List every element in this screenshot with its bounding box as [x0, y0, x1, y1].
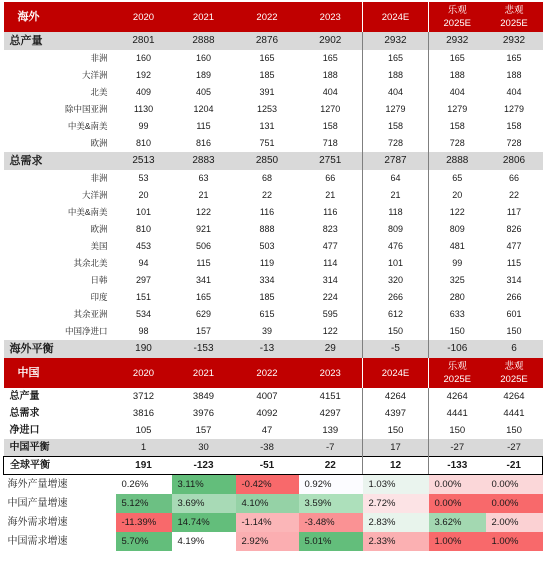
growth-rate-cell: -3.48% [299, 513, 363, 532]
production-value: 1253 [256, 104, 278, 114]
production-value: 405 [195, 87, 212, 97]
demand-value: 341 [195, 275, 212, 285]
global-balance-value: -133 [429, 457, 486, 475]
growth-rate-cell: 1.00% [486, 532, 543, 551]
demand-value: 101 [135, 207, 152, 217]
china-value: 3849 [192, 391, 215, 402]
china-value: 4007 [256, 391, 278, 402]
demand-value: 122 [195, 207, 212, 217]
demand-value: 99 [429, 255, 486, 272]
demand-region-row [4, 238, 543, 255]
region-label: 欧洲 [90, 224, 108, 234]
production-value: 158 [429, 118, 486, 135]
demand-value: 888 [259, 224, 275, 234]
demand-region-row [4, 306, 543, 323]
demand-value: 116 [323, 207, 338, 217]
production-total-value: 2932 [486, 32, 543, 50]
china-balance-value: 17 [363, 439, 429, 457]
demand-value: 150 [506, 326, 522, 336]
demand-value: 122 [429, 204, 486, 221]
production-value: 192 [135, 70, 152, 80]
growth-row [4, 475, 543, 495]
production-value: 158 [322, 121, 338, 131]
production-total-value: 2932 [429, 32, 486, 50]
china-value: 150 [429, 422, 486, 439]
china-value: 150 [506, 425, 522, 436]
demand-value: 21 [363, 187, 429, 204]
region-label: 中美&南美 [67, 121, 108, 131]
production-value: 165 [259, 53, 275, 63]
production-value: 1279 [503, 104, 525, 114]
demand-value: 21 [325, 190, 336, 200]
demand-value: 66 [325, 173, 336, 183]
demand-value: 157 [195, 326, 212, 336]
demand-value: 297 [135, 275, 152, 285]
production-value: 751 [259, 138, 275, 148]
row-label: 全球平衡 [4, 457, 116, 475]
demand-value: 114 [323, 258, 338, 268]
scenario-year: 2025E [500, 18, 528, 29]
growth-row [4, 494, 543, 513]
production-region-row [4, 101, 543, 118]
row-label: 总需求 [4, 152, 116, 170]
production-value: 1270 [320, 104, 341, 114]
china-value: 4151 [319, 391, 341, 402]
china-value: 4297 [319, 408, 341, 419]
production-value: 816 [195, 138, 212, 148]
demand-value: 334 [259, 275, 275, 285]
china-value: 105 [135, 425, 152, 436]
demand-value: 68 [261, 173, 272, 183]
china-balance-value: 30 [172, 439, 236, 457]
china-value: 4264 [363, 388, 429, 405]
production-value: 158 [506, 121, 522, 131]
demand-value: 117 [506, 207, 522, 217]
global-balance-row [4, 457, 543, 475]
global-balance-value: -51 [236, 457, 299, 475]
demand-total-value: 2850 [236, 152, 299, 170]
demand-value: 115 [506, 258, 522, 268]
demand-value: 66 [508, 173, 519, 183]
growth-rate-cell: 1.03% [363, 475, 429, 495]
overseas-balance-value: 190 [116, 340, 172, 358]
year-header: 2024E [363, 358, 429, 388]
overseas-balance-row [4, 340, 543, 358]
scenario-label: 乐观 [447, 5, 467, 16]
year-header: 2020 [116, 358, 172, 388]
production-value: 160 [195, 53, 212, 63]
demand-value: 20 [429, 187, 486, 204]
china-value: 4441 [503, 408, 525, 419]
overseas-demand-total-row [4, 152, 543, 170]
year-header: 2022 [236, 358, 299, 388]
growth-rate-cell: 4.10% [236, 494, 299, 513]
demand-value: 325 [429, 272, 486, 289]
row-label: 中国平衡 [4, 439, 116, 457]
demand-value: 809 [429, 221, 486, 238]
scenario-label: 悲观 [504, 5, 524, 16]
scenario-pessimistic-header [486, 358, 543, 388]
growth-rate-cell: 2.72% [363, 494, 429, 513]
growth-rate-cell: 3.59% [299, 494, 363, 513]
production-total-value: 2888 [172, 32, 236, 50]
growth-rate-cell: 0.00% [486, 475, 543, 495]
region-label: 其余亚洲 [73, 309, 108, 319]
scenario-optimistic-header [429, 358, 486, 388]
demand-value: 477 [506, 241, 522, 251]
demand-value: 314 [506, 275, 522, 285]
scenario-year: 2025E [443, 374, 471, 385]
production-total-value: 2876 [236, 32, 299, 50]
production-value: 188 [322, 70, 338, 80]
growth-rate-cell: 3.69% [172, 494, 236, 513]
china-value: 3976 [192, 408, 215, 419]
demand-value: 53 [138, 173, 149, 183]
region-label: 非洲 [90, 53, 108, 63]
overseas-balance-value: 29 [299, 340, 363, 358]
region-label: 美国 [90, 241, 108, 251]
demand-value: 39 [261, 326, 272, 336]
demand-value: 224 [322, 292, 338, 302]
demand-value: 119 [259, 258, 275, 268]
overseas-balance-value: -153 [172, 340, 236, 358]
growth-rate-cell: 4.19% [172, 532, 236, 551]
production-value: 160 [135, 53, 152, 63]
production-value: 728 [506, 138, 522, 148]
demand-region-row [4, 323, 543, 340]
region-label: 其余北美 [73, 258, 108, 268]
year-header: 2020 [116, 2, 172, 32]
growth-rate-cell: 5.01% [299, 532, 363, 551]
demand-value: 503 [259, 241, 275, 251]
growth-rate-cell: -1.14% [236, 513, 299, 532]
china-row [4, 405, 543, 422]
demand-value: 280 [429, 289, 486, 306]
demand-value: 633 [429, 306, 486, 323]
growth-rate-cell: 2.33% [363, 532, 429, 551]
production-value: 718 [322, 138, 338, 148]
demand-value: 595 [322, 309, 338, 319]
year-header: 2021 [172, 358, 236, 388]
demand-value: 921 [195, 224, 212, 234]
demand-value: 314 [322, 275, 338, 285]
demand-value: 809 [363, 221, 429, 238]
row-label: 总产量 [9, 391, 40, 402]
growth-rate-cell: 3.11% [172, 475, 236, 495]
china-value: 3816 [132, 408, 155, 419]
growth-rate-cell: 0.00% [429, 475, 486, 495]
demand-value: 506 [195, 241, 212, 251]
demand-value: 476 [363, 238, 429, 255]
growth-label: 中国产量增速 [7, 498, 68, 509]
production-value: 158 [363, 118, 429, 135]
demand-region-row [4, 255, 543, 272]
china-value: 139 [322, 425, 339, 436]
growth-rate-cell: 5.12% [116, 494, 172, 513]
china-balance-row [4, 439, 543, 457]
china-value: 47 [261, 425, 273, 436]
china-value: 4092 [256, 408, 278, 419]
production-value: 1204 [193, 104, 214, 114]
growth-rate-cell: 1.00% [429, 532, 486, 551]
growth-label: 海外产量增速 [7, 479, 68, 490]
demand-value: 21 [198, 190, 209, 200]
row-label: 净进口 [9, 425, 40, 436]
production-value: 188 [506, 70, 522, 80]
demand-region-row [4, 170, 543, 187]
production-value: 185 [259, 70, 275, 80]
year-header: 2023 [299, 358, 363, 388]
china-value: 4264 [503, 391, 525, 402]
growth-label: 海外需求增速 [7, 517, 68, 528]
demand-value: 98 [138, 326, 149, 336]
region-label: 日韩 [90, 275, 108, 285]
production-region-row [4, 67, 543, 84]
production-value: 404 [506, 87, 522, 97]
production-value: 189 [195, 70, 212, 80]
supply-demand-table [3, 2, 543, 551]
global-balance-value: -123 [172, 457, 236, 475]
growth-rate-cell: -11.39% [116, 513, 172, 532]
demand-total-value: 2751 [299, 152, 363, 170]
demand-value: 477 [322, 241, 338, 251]
overseas-balance-value: -13 [236, 340, 299, 358]
demand-value: 615 [259, 309, 275, 319]
demand-value: 481 [429, 238, 486, 255]
demand-value: 612 [363, 306, 429, 323]
scenario-pessimistic-header [486, 2, 543, 32]
production-value: 165 [322, 53, 338, 63]
overseas-balance-value: -5 [363, 340, 429, 358]
production-value: 409 [135, 87, 152, 97]
china-balance-value: -7 [299, 439, 363, 457]
region-label: 中美&南美 [67, 207, 108, 217]
growth-rate-cell: 0.00% [429, 494, 486, 513]
china-value: 157 [195, 425, 212, 436]
demand-region-row [4, 204, 543, 221]
scenario-year: 2025E [443, 18, 471, 29]
growth-row [4, 513, 543, 532]
china-value: 4264 [429, 388, 486, 405]
growth-rate-cell: 5.70% [116, 532, 172, 551]
growth-label: 中国需求增速 [7, 536, 68, 547]
overseas-header-row [4, 2, 543, 32]
region-label: 大洋洲 [81, 70, 108, 80]
china-balance-value: -38 [236, 439, 299, 457]
scenario-year: 2025E [500, 374, 528, 385]
demand-total-value: 2888 [429, 152, 486, 170]
demand-value: 64 [363, 170, 429, 187]
demand-value: 185 [259, 292, 275, 302]
demand-value: 118 [363, 204, 429, 221]
growth-rate-cell: 2.92% [236, 532, 299, 551]
demand-value: 601 [506, 309, 522, 319]
region-title: 中国 [4, 358, 116, 388]
overseas-balance-value: -106 [429, 340, 486, 358]
demand-value: 826 [506, 224, 522, 234]
year-header: 2022 [236, 2, 299, 32]
demand-region-row [4, 221, 543, 238]
china-row [4, 388, 543, 405]
demand-value: 810 [135, 224, 152, 234]
overseas-balance-value: 6 [486, 340, 543, 358]
china-header-row [4, 358, 543, 388]
production-value: 99 [138, 121, 149, 131]
demand-value: 320 [363, 272, 429, 289]
production-value: 131 [259, 121, 275, 131]
demand-value: 629 [195, 309, 212, 319]
demand-value: 22 [261, 190, 272, 200]
global-balance-value: 191 [116, 457, 172, 475]
region-label: 中国净进口 [64, 326, 108, 336]
production-value: 165 [429, 50, 486, 67]
production-value: 165 [506, 53, 522, 63]
china-value: 4441 [429, 405, 486, 422]
production-value: 728 [363, 135, 429, 152]
production-value: 165 [363, 50, 429, 67]
demand-value: 266 [506, 292, 522, 302]
region-label: 非洲 [90, 173, 108, 183]
demand-region-row [4, 187, 543, 204]
demand-value: 266 [363, 289, 429, 306]
production-region-row [4, 135, 543, 152]
region-title: 海外 [4, 2, 116, 32]
production-value: 188 [429, 67, 486, 84]
production-value: 115 [196, 121, 211, 131]
demand-value: 101 [363, 255, 429, 272]
production-value: 404 [363, 84, 429, 101]
overseas-production-total-row [4, 32, 543, 50]
growth-rate-cell: 14.74% [172, 513, 236, 532]
region-label: 北美 [90, 87, 108, 97]
demand-value: 534 [135, 309, 152, 319]
production-total-value: 2932 [363, 32, 429, 50]
growth-rate-cell: -0.42% [236, 475, 299, 495]
demand-value: 823 [322, 224, 338, 234]
growth-row [4, 532, 543, 551]
growth-rate-cell: 3.62% [429, 513, 486, 532]
growth-rate-cell: 0.00% [486, 494, 543, 513]
global-balance-value: -21 [486, 457, 543, 475]
china-balance-value: -27 [486, 439, 543, 457]
region-label: 大洋洲 [81, 190, 108, 200]
demand-value: 165 [195, 292, 212, 302]
growth-rate-cell: 2.00% [486, 513, 543, 532]
demand-value: 94 [138, 258, 149, 268]
growth-rate-cell: 0.92% [299, 475, 363, 495]
production-value: 728 [429, 135, 486, 152]
demand-region-row [4, 289, 543, 306]
production-total-value: 2902 [299, 32, 363, 50]
demand-total-value: 2883 [172, 152, 236, 170]
region-label: 印度 [90, 292, 108, 302]
production-value: 1130 [133, 104, 154, 114]
production-value: 188 [363, 67, 429, 84]
region-label: 欧洲 [90, 138, 108, 148]
china-balance-value: 1 [116, 439, 172, 457]
production-value: 1279 [429, 101, 486, 118]
global-balance-value: 12 [363, 457, 429, 475]
production-value: 1279 [363, 101, 429, 118]
demand-value: 150 [363, 323, 429, 340]
demand-total-value: 2513 [116, 152, 172, 170]
china-value: 4397 [363, 405, 429, 422]
china-value: 3712 [132, 391, 155, 402]
growth-rate-cell: 2.83% [363, 513, 429, 532]
production-region-row [4, 50, 543, 67]
production-region-row [4, 118, 543, 135]
demand-value: 63 [198, 173, 209, 183]
china-value: 150 [363, 422, 429, 439]
demand-value: 65 [429, 170, 486, 187]
production-region-row [4, 84, 543, 101]
demand-value: 116 [259, 207, 275, 217]
demand-value: 20 [138, 190, 149, 200]
demand-value: 150 [429, 323, 486, 340]
row-label: 总需求 [9, 408, 40, 419]
demand-value: 22 [508, 190, 519, 200]
row-label: 海外平衡 [4, 340, 116, 358]
production-value: 810 [135, 138, 152, 148]
production-value: 391 [259, 87, 275, 97]
production-total-value: 2801 [116, 32, 172, 50]
demand-total-value: 2806 [486, 152, 543, 170]
production-value: 404 [322, 87, 338, 97]
production-value: 404 [429, 84, 486, 101]
demand-value: 115 [196, 258, 211, 268]
year-header: 2023 [299, 2, 363, 32]
year-header: 2024E [363, 2, 429, 32]
region-label: 除中国亚洲 [64, 104, 108, 114]
row-label: 总产量 [4, 32, 116, 50]
china-balance-value: -27 [429, 439, 486, 457]
scenario-label: 悲观 [504, 361, 524, 372]
scenario-optimistic-header [429, 2, 486, 32]
demand-value: 453 [135, 241, 152, 251]
global-balance-value: 22 [299, 457, 363, 475]
demand-total-value: 2787 [363, 152, 429, 170]
demand-value: 122 [322, 326, 338, 336]
year-header: 2021 [172, 2, 236, 32]
scenario-label: 乐观 [447, 361, 467, 372]
demand-region-row [4, 272, 543, 289]
china-row [4, 422, 543, 439]
growth-rate-cell: 0.26% [116, 475, 172, 495]
demand-value: 151 [135, 292, 152, 302]
